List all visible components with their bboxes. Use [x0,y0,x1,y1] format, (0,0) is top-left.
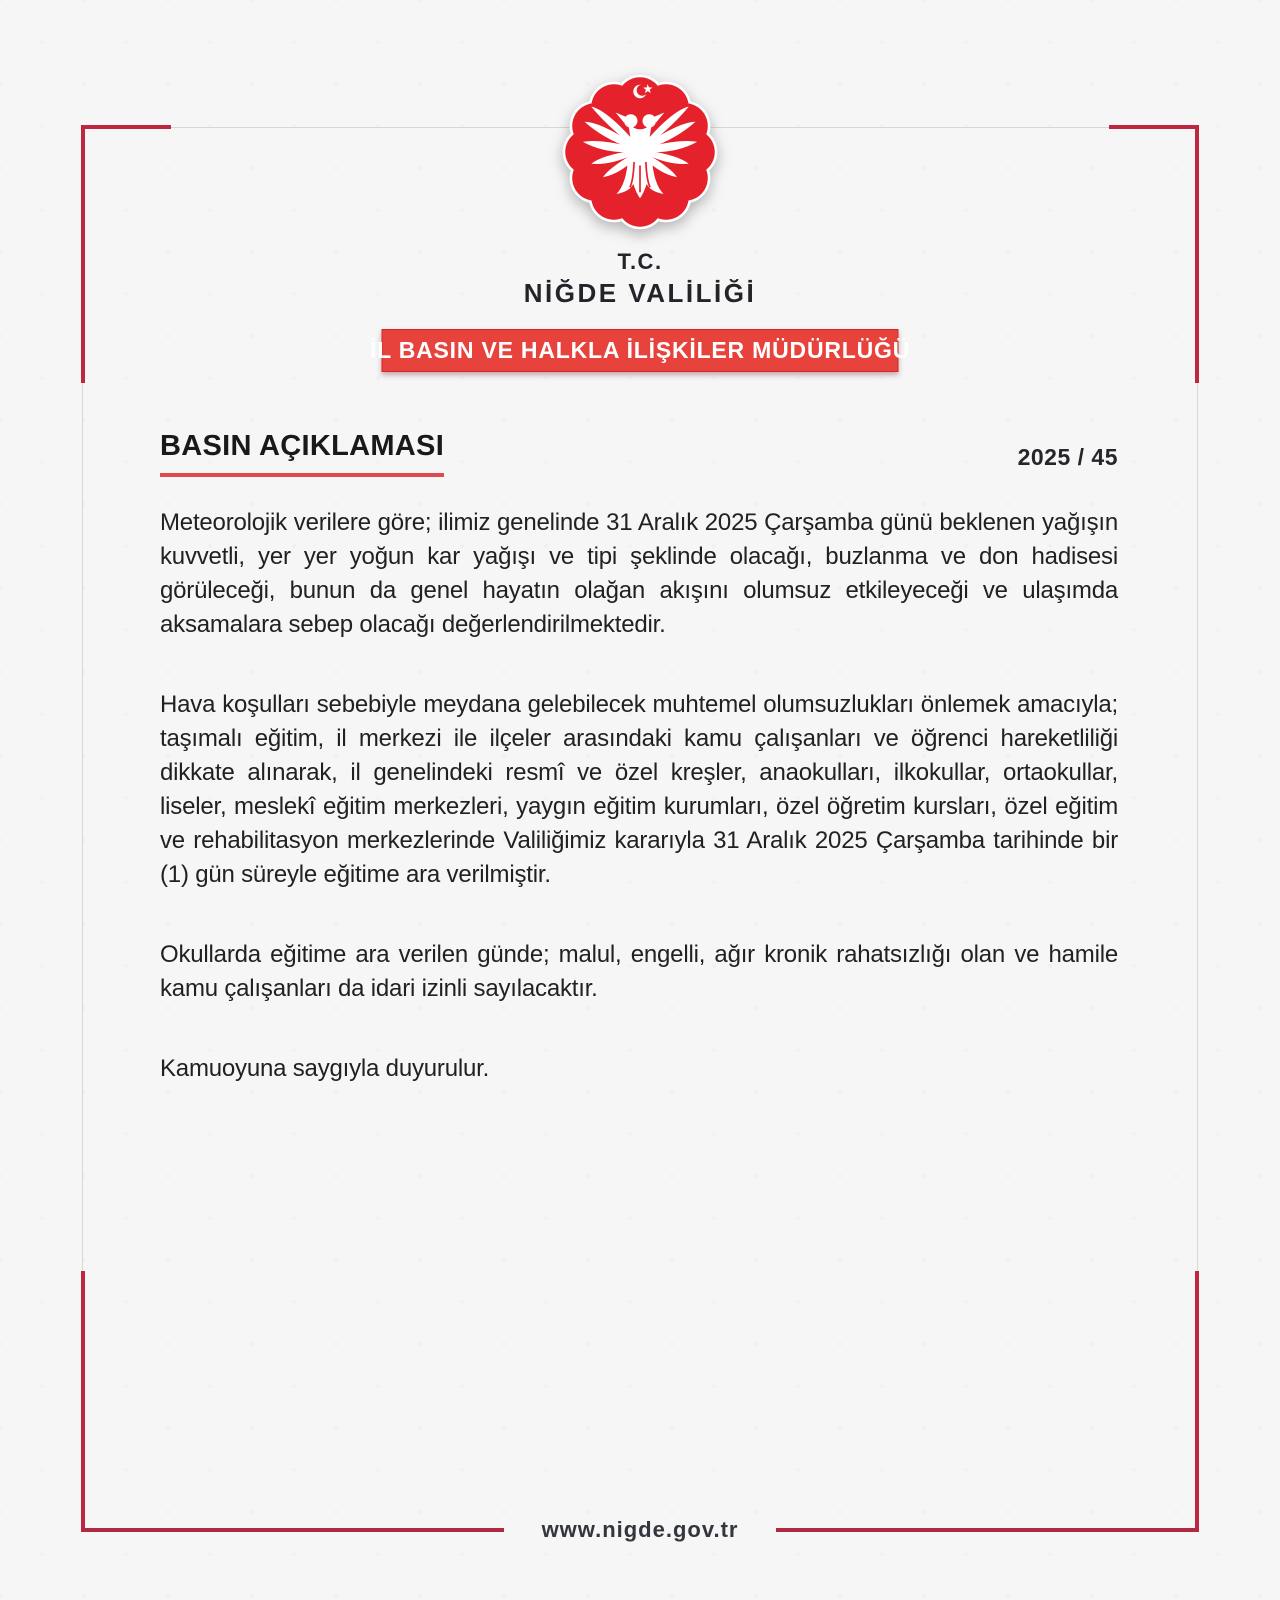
paragraph-closing: Kamuoyuna saygıyla duyurulur. [160,1055,490,1082]
nigde-governorship-seal-icon [556,68,724,236]
frame-corner-bottom-left-vertical [81,1271,85,1532]
document-title: BASIN AÇIKLAMASI [160,430,444,477]
org-name: NİĞDE VALİLİĞİ [523,278,757,308]
paragraph-weather-assessment: Meteorolojik verilere göre; ilimiz genelinde 31 Aralık 2025 Çarşamba günü beklenen yağışın kuvvetli, yer yer yoğun kar yağışı ve tipi şeklinde olacağı, buzlanma ve don hadisesi görüleceği, bunun da genel hayatın olağan akışını olumsuz etkileyeceği ve ulaşımda aksamalara sebep olacağı değerlendirilmektedir. [160,509,1118,638]
org-abbreviation: T.C. [617,249,663,274]
title-row [160,430,1118,477]
paragraph-school-closure: Hava koşulları sebebiyle meydana gelebilecek muhtemel olumsuzlukları önlemek amacıyla; taşımalı eğitim, il merkezi ile ilçeler arasındaki kamu çalışanları ve öğrenci hareketliliği dikkate alınarak, il genelindeki resmî ve özel kreşler, anaokulları, ilkokullar, ortaokullar, liseler, meslekî eğitim merkezleri, yaygın eğitim kurumları, özel öğretim kursları, özel eğitim ve rehabilitasyon merkezlerinde Valiliğimiz kararıyla 31 Aralık 2025 Çarşamba tarihinde bir (1) gün süreyle eğitime ara verilmiştir. [160,691,1118,888]
footer-rule-left [82,1528,504,1532]
press-release-body [160,506,1118,1132]
footer-website: www.nigde.gov.tr [541,1517,739,1542]
frame-corner-bottom-right-vertical [1195,1271,1199,1532]
document-number: 2025 / 45 [1017,444,1118,470]
footer [82,1514,1198,1546]
header [0,68,1280,309]
footer-rule-right [776,1528,1198,1532]
paragraph-administrative-leave: Okullarda eğitime ara verilen günde; malul, engelli, ağır kronik rahatsızlığı olan ve hamile kamu çalışanları da idari izinli sayılacaktır. [160,941,1118,1002]
department-banner: İL BASIN VE HALKLA İLİŞKİLER MÜDÜRLÜĞÜ [382,329,899,372]
